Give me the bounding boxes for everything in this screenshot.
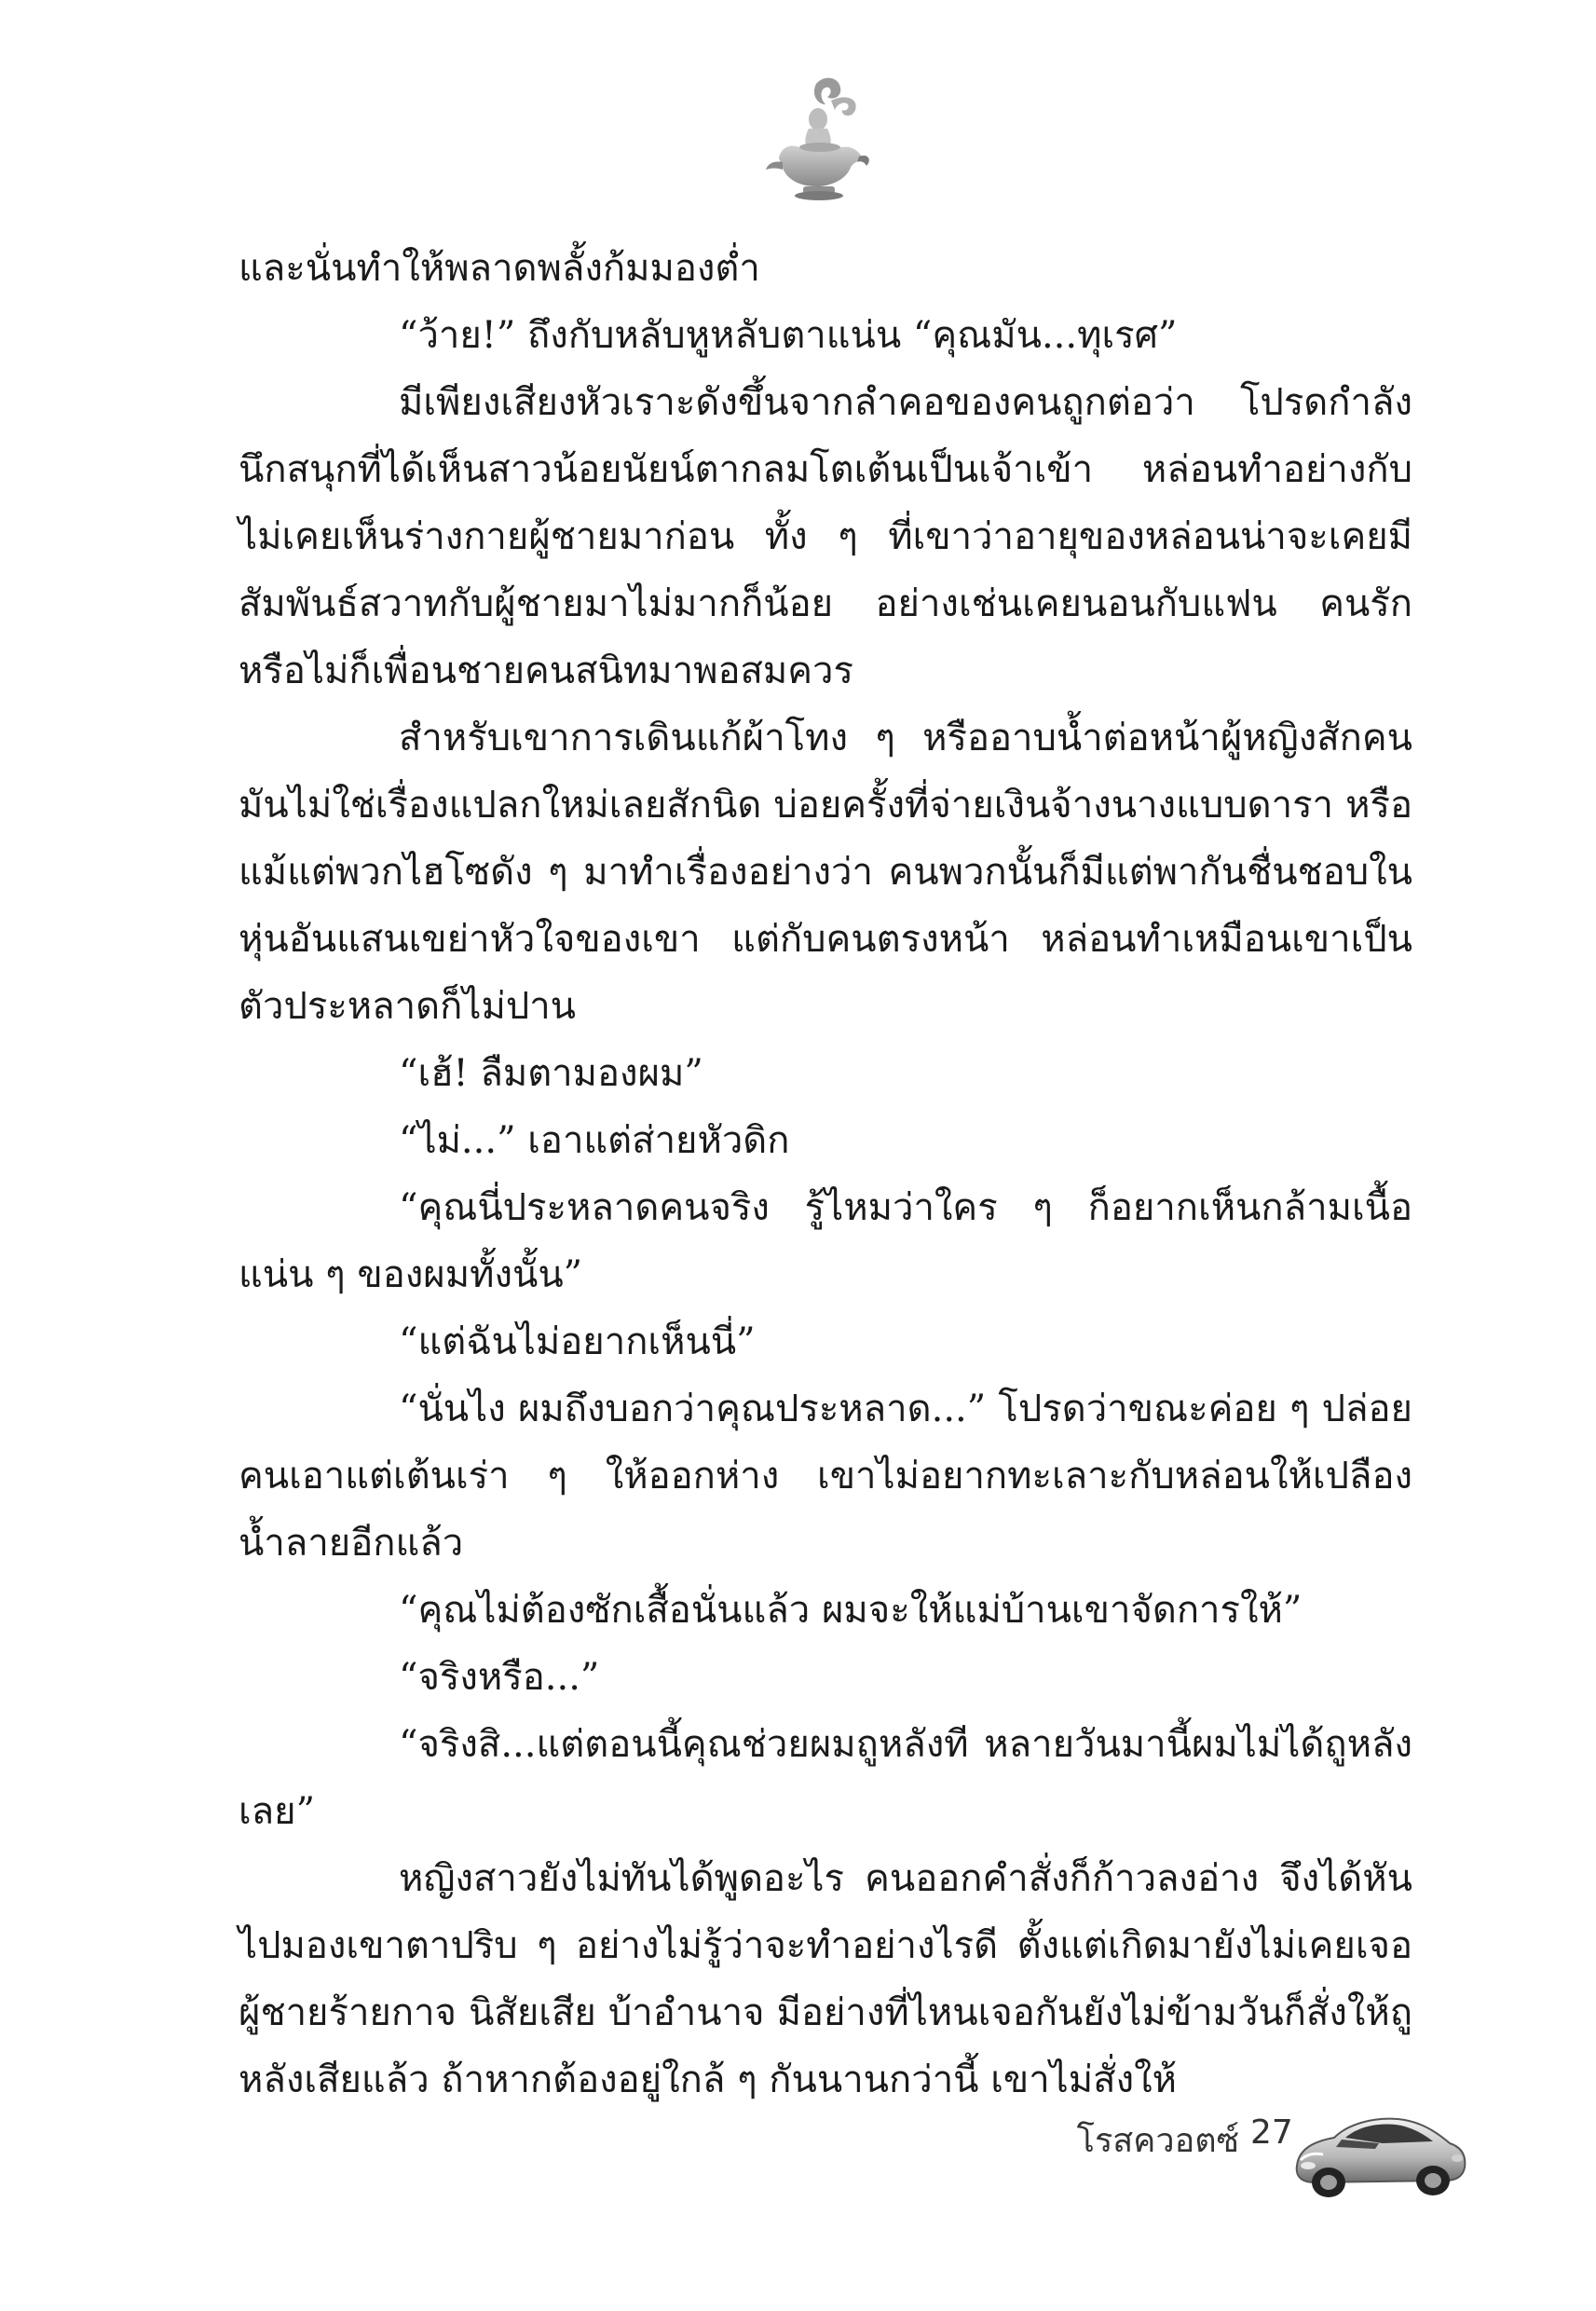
paragraph: สำหรับเขาการเดินแก้ผ้าโทง ๆ หรืออาบน้ำต่อหน้าผู้หญิงสักคนมันไม่ใช่เรื่องแปลกใหม่เลยสักนิด บ่อยครั้งที่จ่ายเงินจ้างนางแบบดารา หรือแม้แต่พวกไฮโซดัง ๆ มาทำเรื่องอย่างว่า คนพวกนั้นก็มีแต่พากันชื่นชอบในหุ่นอันแสนเขย่าหัวใจของเขา แต่กับคนตรงหน้า หล่อนทำเหมือนเขาเป็นตัวประหลาดก็ไม่ปาน [239,717,1412,1028]
paragraph: “ว้าย!” ถึงกับหลับหูหลับตาแน่น “คุณมัน...ทุเรศ” [399,314,1178,357]
paragraph: “ไม่...” เอาแต่ส่ายหัวดิก [399,1119,790,1162]
paragraph: “จริงสิ...แต่ตอนนี้คุณช่วยผมถูหลังที หลายวันมานี้ผมไม่ได้ถูหลังเลย” [239,1723,1412,1833]
paragraph: มีเพียงเสียงหัวเราะดังขึ้นจากลำคอของคนถูกต่อว่า โปรดกำลังนึกสนุกที่ได้เห็นสาวน้อยนัยน์ตากลมโตเต้นเป็นเจ้าเข้า หล่อนทำอย่างกับไม่เคยเห็นร่างกายผู้ชายมาก่อน ทั้ง ๆ ที่เขาว่าอายุของหล่อนน่าจะเคยมีสัมพันธ์สวาทกับผู้ชายมาไม่มากก็น้อย อย่างเช่นเคยนอนกับแฟน คนรัก หรือไม่ก็เพื่อนชายคนสนิทมาพอสมควร [239,381,1412,692]
paragraph: “คุณไม่ต้องซักเสื้อนั่นแล้ว ผมจะให้แม่บ้านเขาจัดการให้” [399,1589,1303,1632]
body-text [239,235,1412,2113]
paragraph: “คุณนี่ประหลาดคนจริง รู้ไหมว่าใคร ๆ ก็อยากเห็นกล้ามเนื้อแน่น ๆ ของผมทั้งนั้น” [239,1186,1412,1296]
page-footer [988,2097,1472,2218]
paragraph: หญิงสาวยังไม่ทันได้พูดอะไร คนออกคำสั่งก็ก้าวลงอ่าง จึงได้หันไปมองเขาตาปริบ ๆ อย่างไม่รู้ว่าจะทำอย่างไรดี ตั้งแต่เกิดมายังไม่เคยเจอผู้ชายร้ายกาจ นิสัยเสีย บ้าอำนาจ มีอย่างที่ไหนเจอกันยังไม่ข้ามวันก็สั่งให้ถูหลังเสียแล้ว ถ้าหากต้องอยู่ใกล้ ๆ กันนานกว่านี้ เขาไม่สั่งให้ [239,1857,1412,2101]
paragraph: “แต่ฉันไม่อยากเห็นนี่” [399,1320,756,1363]
paragraph: “จริงหรือ...” [399,1656,600,1699]
paragraph: “เฮ้! ลืมตามองผม” [399,1052,703,1095]
page-number: 27 [1250,2113,1293,2152]
sports-car-icon [1286,2093,1472,2205]
genie-lamp-icon [762,73,874,203]
paragraph: “นั่นไง ผมถึงบอกว่าคุณประหลาด...” โปรดว่าขณะค่อย ๆ ปล่อยคนเอาแต่เต้นเร่า ๆ ให้ออกห่าง เขาไม่อยากทะเลาะกับหล่อนให้เปลืองน้ำลายอีกแล้ว [239,1388,1412,1565]
book-title: โรสควอตซ์ [1076,2122,1239,2160]
paragraph: และนั่นทำให้พลาดพลั้งก้มมองต่ำ [239,247,760,290]
